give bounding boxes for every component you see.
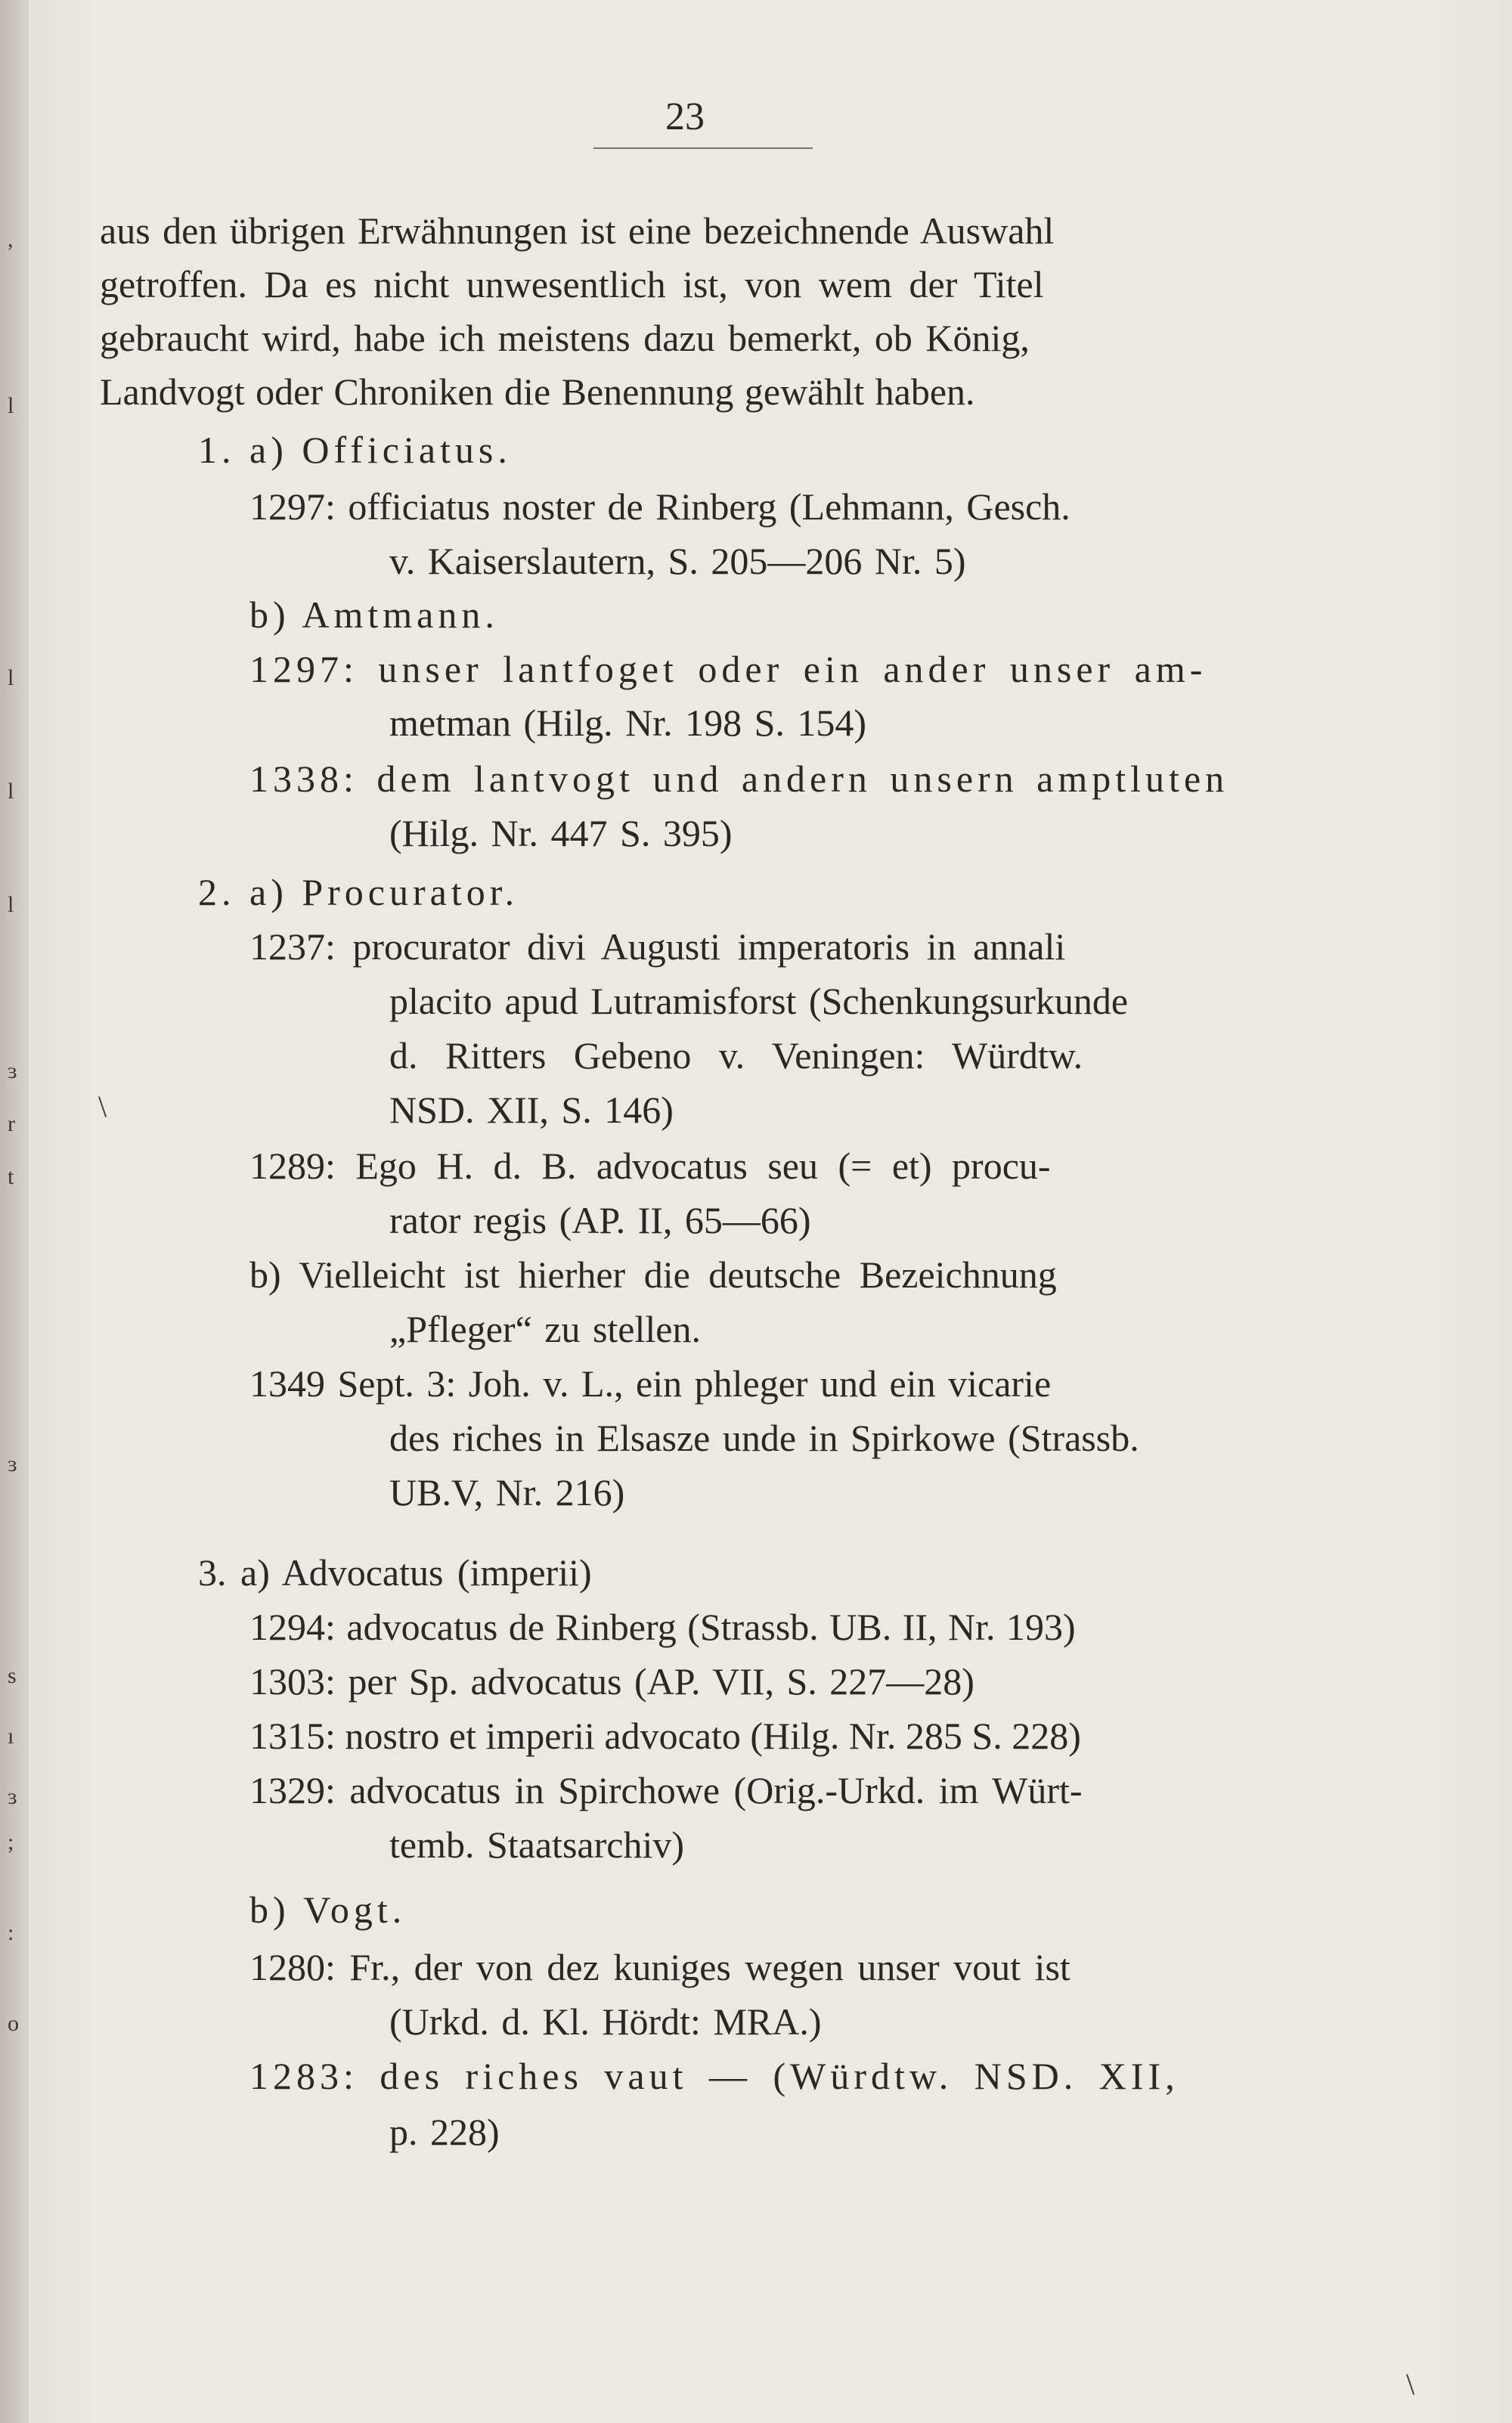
edge-mark: ; <box>8 1830 14 1854</box>
entry-line: v. Kaiserslautern, S. 205—206 Nr. 5) <box>389 540 966 582</box>
entry-line: UB.V, Nr. 216) <box>389 1471 625 1514</box>
entry-line: placito apud Lutramisforst (Schenkungsurkunde <box>389 980 1129 1022</box>
section-heading: 2. a) Procurator. <box>198 871 519 913</box>
edge-mark: ɜ <box>8 1058 17 1083</box>
intro-line: getroffen. Da es nicht unwesentlich ist, von wem der Titel <box>100 263 1044 305</box>
edge-mark: , <box>8 227 14 252</box>
edge-mark: t <box>8 1164 14 1189</box>
entry-line: rator regis (AP. II, 65—66) <box>389 1199 811 1241</box>
entry-line: „Pfleger“ zu stellen. <box>389 1308 701 1350</box>
page-number: 23 <box>665 95 705 138</box>
entry-line: 1338: dem lantvogt und andern unsern amptluten <box>249 758 1229 800</box>
entry-line: (Urkd. d. Kl. Hördt: MRA.) <box>389 2000 822 2043</box>
edge-mark: ı <box>8 1724 14 1749</box>
entry-line: b) Vielleicht ist hierher die deutsche Bezeichnung <box>249 1253 1057 1296</box>
intro-line: aus den übrigen Erwähnungen ist eine bezeichnende Auswahl <box>100 209 1055 252</box>
entry-line: 1297: unser lantfoget oder ein ander unser am- <box>249 648 1207 690</box>
entry-line: 1329: advocatus in Spirchowe (Orig.-Urkd. im Würt- <box>249 1769 1083 1811</box>
entry-line: 1289: Ego H. d. B. advocatus seu (= et) procu- <box>249 1145 1051 1187</box>
entry-line: 1297: officiatus noster de Rinberg (Lehmann, Gesch. <box>249 485 1070 528</box>
entry-line: NSD. XII, S. 146) <box>389 1089 674 1131</box>
entry-line: temb. Staatsarchiv) <box>389 1823 684 1866</box>
edge-mark: ɜ <box>8 1784 17 1809</box>
edge-mark: l <box>8 665 14 690</box>
entry-line: 1349 Sept. 3: Joh. v. L., ein phleger und ein vicarie <box>249 1362 1052 1405</box>
entry-line: 1294: advocatus de Rinberg (Strassb. UB. II, Nr. 193) <box>249 1606 1076 1648</box>
margin-mark: \ <box>98 1089 107 1123</box>
entry-line: 1283: des riches vaut — (Würdtw. NSD. XII, <box>249 2055 1179 2097</box>
entry-line: des riches in Elsasze unde in Spirkowe (Strassb. <box>389 1417 1139 1459</box>
edge-mark: : <box>8 1920 14 1945</box>
entry-line: 1315: nostro et imperii advocato (Hilg. Nr. 285 S. 228) <box>249 1715 1081 1757</box>
edge-mark: l <box>8 393 14 418</box>
section-heading: 1. a) Officiatus. <box>198 429 512 471</box>
edge-mark: s <box>8 1663 17 1688</box>
section-heading: 3. a) Advocatus (imperii) <box>198 1551 592 1594</box>
entry-line: 1237: procurator divi Augusti imperatoris in annali <box>249 925 1066 968</box>
subsection-heading: b) Amtmann. <box>249 593 499 636</box>
entry-line: d. Ritters Gebeno v. Veningen: Würdtw. <box>389 1034 1083 1077</box>
intro-line: Landvogt oder Chroniken die Benennung gewählt haben. <box>100 370 975 413</box>
intro-line: gebraucht wird, habe ich meistens dazu bemerkt, ob König, <box>100 317 1030 359</box>
entry-line: 1280: Fr., der von dez kuniges wegen unser vout ist <box>249 1946 1070 1988</box>
entry-line: (Hilg. Nr. 447 S. 395) <box>389 812 733 854</box>
entry-line: 1303: per Sp. advocatus (AP. VII, S. 227—28) <box>249 1660 974 1703</box>
binding-shadow <box>0 0 29 2423</box>
edge-mark: o <box>8 2011 19 2036</box>
corner-mark: \ <box>1406 2367 1415 2401</box>
subsection-heading: b) Vogt. <box>249 1889 407 1931</box>
entry-line: p. 228) <box>389 2111 500 2153</box>
entry-line: metman (Hilg. Nr. 198 S. 154) <box>389 702 867 744</box>
edge-mark: l <box>8 892 14 917</box>
edge-mark: l <box>8 779 14 804</box>
header-rule <box>593 147 813 149</box>
edge-mark: ɜ <box>8 1452 17 1476</box>
edge-mark: r <box>8 1111 15 1136</box>
